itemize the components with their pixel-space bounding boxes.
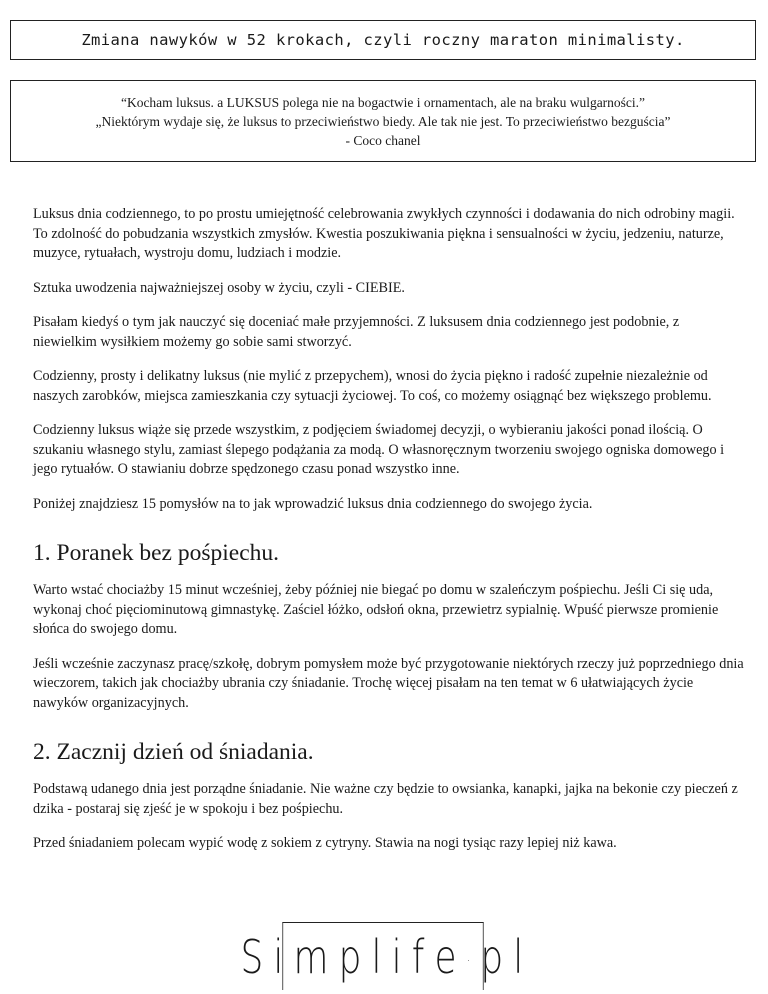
quote-line: “Kocham luksus. a LUKSUS polega nie na bogactwie i ornamentach, ale na braku wulgarności.” — [120, 95, 646, 110]
paragraph: Sztuka uwodzenia najważniejszej osoby w życiu, czyli - CIEBIE. — [33, 279, 405, 296]
paragraph: Podstawą udanego dnia jest porządne śniadanie. Nie ważne czy będzie to owsianka, kanapki, jajka na bekonie czy pieczeń z dzika - postaraj się zjeść je w spokoju i bez pośpiechu. — [33, 781, 738, 817]
paragraph: Codzienny luksus wiąże się przede wszystkim, z podjęciem świadomej decyzji, o wybieraniu jakości ponad ilością. O szukaniu własnego stylu, zamiast ślepego podążania za modą. O własnoręcznym tworzeniu swojego ogniska domowego i jego rytuałów. O stawianiu dobrze spędzonego czasu ponad wszystko inne. — [33, 422, 725, 477]
paragraph: Luksus dnia codziennego, to po prostu umiejętność celebrowania zwykłych czynności i dodawania do nich odrobiny magii. To zdolność do pobudzania wszystkich zmysłów. Kwestia poszukiwania piękna i sensualności w życiu, jedzeniu, naturze, muzyce, rytuałach, wystroju domu, ludziach i modzie. — [33, 206, 735, 261]
paragraph: Przed śniadaniem polecam wypić wodę z sokiem z cytryny. Stawia na nogi tysiąc razy lepiej niż kawa. — [33, 835, 617, 851]
paragraph: Codzienny, prosty i delikatny luksus (nie mylić z przepychem), wnosi do życia piękno i radość zupełnie niezależnie od naszych zarobków, miejsca zamieszkania czy sytuacji życiowej. To coś, co możemy osiągnąć bez większego problemu. — [33, 368, 712, 404]
article-body — [33, 205, 745, 869]
logo-name: Simplife — [240, 929, 467, 984]
document-title — [10, 20, 756, 60]
quote-author: - Coco chanel — [345, 133, 421, 148]
paragraph: Pisałam kiedyś o tym jak nauczyć się doceniać małe przyjemności. Z luksusem dnia codziennego jest podobnie, z niewielkim wysiłkiem możemy go sobie sami stworzyć. — [33, 314, 680, 350]
quote-box — [10, 80, 756, 162]
document-title-text: Zmiana nawyków w 52 krokach, czyli roczny maraton minimalisty. — [81, 31, 685, 49]
section-heading: 2. Zacznij dzień od śniadania. — [33, 739, 314, 765]
section-heading: 1. Poranek bez pośpiechu. — [33, 540, 280, 566]
paragraph: Jeśli wcześnie zaczynasz pracę/szkołę, dobrym pomysłem może być przygotowanie niektórych rzeczy już poprzedniego dnia wieczorem, takich jak chociażby ubrania czy śniadanie. Trochę więcej pisałam na ten temat w 6 ułatwiających życie nawyków organizacyjnych. — [33, 655, 744, 711]
paragraph: Poniżej znajdziesz 15 pomysłów na to jak wprowadzić luksus dnia codziennego do swojego życia. — [33, 495, 593, 512]
logo-dot: . — [466, 948, 481, 965]
quote-line: „Niektórym wydaje się, że luksus to przeciwieństwo biedy. Ale tak nie jest. To przeciwieństwo bezguścia” — [95, 114, 671, 129]
simplife-logo — [240, 922, 534, 990]
logo-tld: pl — [480, 929, 534, 984]
paragraph: Warto wstać chociażby 15 minut wcześniej, żeby później nie biegać po domu w szaleńczym pośpiechu. Jeśli Ci się uda, wykonaj choć pięciominutową gimnastykę. Zaściel łóżko, odsłoń okna, przewietrz sypialnię. Wpuść pierwsze promienie słońca do swojego domu. — [33, 582, 719, 637]
